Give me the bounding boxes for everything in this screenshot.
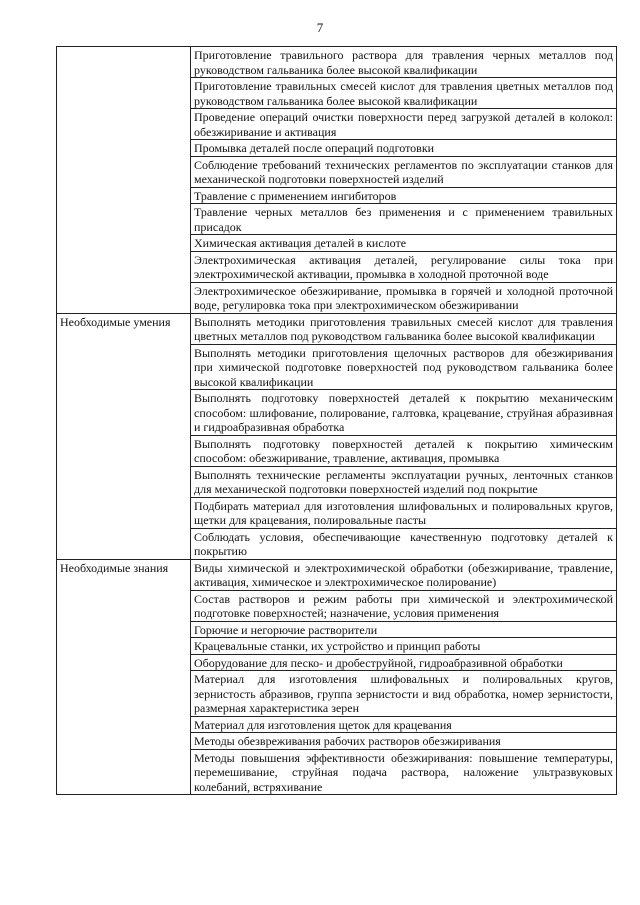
row-text: Электрохимическое обезжиривание, промывка в горячей и холодной проточной воде, регулировка тока при электрохимическом обезжиривании	[191, 282, 617, 313]
row-text: Крацевальные станки, их устройство и принцип работы	[191, 638, 617, 655]
row-text: Промывка деталей после операций подготовки	[191, 140, 617, 157]
row-text: Состав растворов и режим работы при химической и электрохимической подготовке поверхностей; назначение, условия применения	[191, 590, 617, 621]
row-text: Оборудование для песко- и дробеструйной, гидроабразивной обработки	[191, 654, 617, 671]
row-text: Электрохимическая активация деталей, регулирование силы тока при электрохимической активации, промывка в холодной проточной воде	[191, 251, 617, 282]
row-text: Химическая активация деталей в кислоте	[191, 235, 617, 252]
row-text: Методы обезвреживания рабочих растворов обезжиривания	[191, 733, 617, 750]
row-text: Приготовление травильного раствора для травления черных металлов под руководством гальваника более высокой квалификации	[191, 47, 617, 78]
row-text: Выполнять подготовку поверхностей деталей к покрытию механическим способом: шлифование, полирование, галтовка, крацевание, струйная абразивная и гидроабразивная обработка	[191, 390, 617, 436]
row-text: Методы повышения эффективности обезжиривания: повышение температуры, перемешивание, струйная подача раствора, наложение ультразвуковых колебаний, встряхивание	[191, 749, 617, 795]
row-text: Выполнять методики приготовления щелочных растворов для обезжиривания при химической подготовке поверхностей под руководством гальваника более высокой квалификации	[191, 344, 617, 390]
row-text: Материал для изготовления щеток для крацевания	[191, 716, 617, 733]
competency-table	[56, 46, 617, 795]
table-row	[57, 47, 617, 78]
row-text: Соблюдение требований технических регламентов по эксплуатации станков для механической подготовки поверхностей изделий	[191, 156, 617, 187]
row-text: Проведение операций очистки поверхности перед загрузкой деталей в колокол: обезжиривание и активация	[191, 109, 617, 140]
row-text: Приготовление травильных смесей кислот для травления цветных металлов под руководством гальваника более высокой квалификации	[191, 78, 617, 109]
table-row	[57, 559, 617, 590]
table-row	[57, 313, 617, 344]
section-label: Необходимые умения	[57, 313, 191, 559]
row-text: Соблюдать условия, обеспечивающие качественную подготовку деталей к покрытию	[191, 528, 617, 559]
row-text: Горючие и негорючие растворители	[191, 621, 617, 638]
row-text: Виды химической и электрохимической обработки (обезжиривание, травление, активация, химическое и электрохимическое полирование)	[191, 559, 617, 590]
competency-table-body	[57, 47, 617, 795]
page-number: 7	[316, 20, 324, 35]
row-text: Подбирать материал для изготовления шлифовальных и полировальных кругов, щетки для крацевания, полировальные пасты	[191, 497, 617, 528]
row-text: Выполнять методики приготовления травильных смесей кислот для травления цветных металлов под руководством гальваника более высокой квалификации	[191, 313, 617, 344]
row-text: Выполнять технические регламенты эксплуатации ручных, ленточных станков для механической подготовки поверхностей изделий под покрытие	[191, 466, 617, 497]
row-text: Травление черных металлов без применения и с применением травильных присадок	[191, 204, 617, 235]
section-label	[57, 47, 191, 314]
row-text: Травление с применением ингибиторов	[191, 187, 617, 204]
section-label: Необходимые знания	[57, 559, 191, 795]
row-text: Выполнять подготовку поверхностей деталей к покрытию химическим способом: обезжиривание, травление, активация, промывка	[191, 435, 617, 466]
row-text: Материал для изготовления шлифовальных и полировальных кругов, зернистость абразивов, группа зернистости и вид обработка, номер зернистости, размерная характеристика зерен	[191, 671, 617, 717]
